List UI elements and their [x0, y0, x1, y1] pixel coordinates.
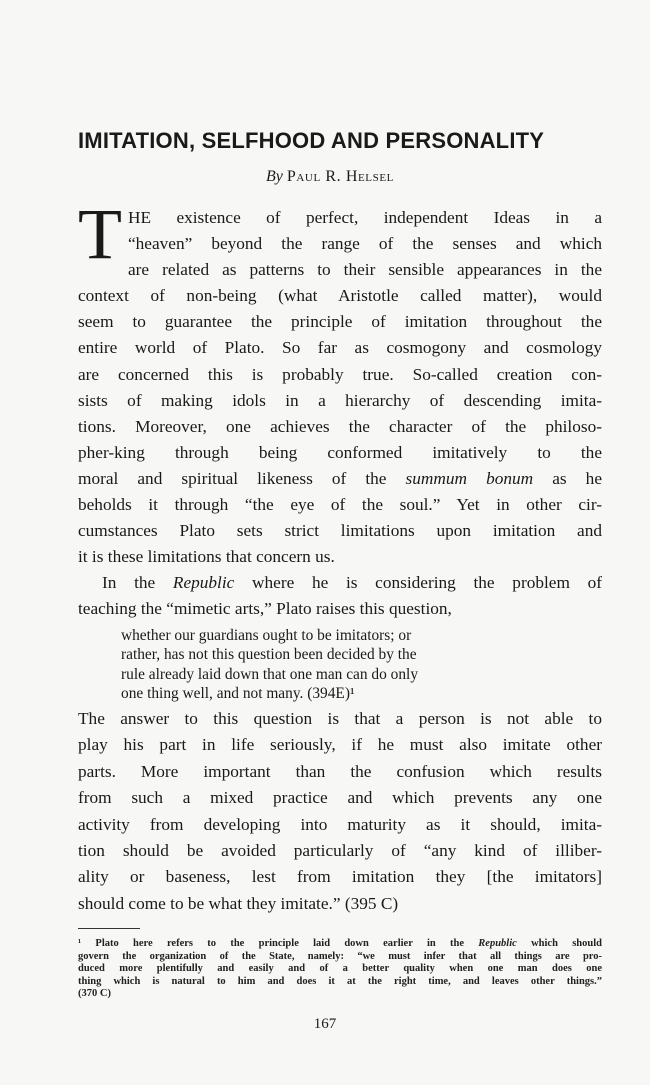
- block-quote: [121, 626, 561, 703]
- text-line: play his part in life seriously, if he must also imitate other: [78, 735, 602, 755]
- body-text: [78, 194, 602, 623]
- text-line: are concerned this is probably true. So-called creation con-: [78, 364, 602, 384]
- byline: [0, 168, 650, 186]
- text-fragment: ¹ Plato here refers to the principle laid down earlier in the: [78, 938, 479, 949]
- footnote-line: thing which is natural to him and does it at the right time, and leaves other things.”: [78, 975, 602, 987]
- footnote-line: govern the organization of the State, namely: “we must infer that all things are pro-: [78, 950, 602, 962]
- page-number: 167: [313, 1016, 337, 1032]
- text-line: teaching the “mimetic arts,” Plato raises this question,: [78, 599, 452, 619]
- text-line: tions. Moreover, one achieves the character of the philoso-: [78, 416, 602, 436]
- text-line: “heaven” beyond the range of the senses and which: [127, 234, 602, 254]
- text-line: pher-king through being conformed imitatively to the: [78, 442, 602, 462]
- text-fragment: In the: [102, 573, 173, 593]
- text-line: tion should be avoided particularly of “any kind of illiber-: [78, 841, 602, 861]
- footnote-line: (370 C): [78, 988, 111, 1000]
- paragraph-2: [78, 570, 602, 622]
- footnote: [78, 938, 602, 1001]
- text-line: seem to guarantee the principle of imitation throughout the: [78, 312, 602, 332]
- text-fragment: which should: [516, 938, 602, 949]
- text-line: context of non-being (what Aristotle called matter), would: [78, 286, 602, 306]
- article-title: IMITATION, SELFHOOD AND PERSONALITY: [78, 128, 545, 153]
- text-line: entire world of Plato. So far as cosmogony and cosmology: [78, 338, 602, 358]
- text-line: beholds it through “the eye of the soul.” Yet in other cir-: [78, 495, 602, 515]
- drop-cap: T: [78, 194, 122, 274]
- latin-phrase: summum bonum: [405, 468, 534, 488]
- quote-line: rule already laid down that one man can do only: [121, 665, 419, 683]
- footnote-line: duced more plentifully and easily and of a better quality when one man does one: [78, 963, 602, 975]
- text-line: it is these limitations that concern us.: [78, 547, 335, 567]
- text-fragment: moral and spiritual likeness of the: [78, 468, 387, 488]
- book-title: Republic: [478, 938, 517, 949]
- text-line: should come to be what they imitate.” (395 C): [78, 893, 399, 913]
- text-line: are related as patterns to their sensible appearances in the: [127, 260, 602, 280]
- quote-line: whether our guardians ought to be imitators; or: [121, 627, 412, 644]
- quote-line: one thing well, and not many. (394E)¹: [121, 684, 355, 702]
- footnote-divider: [78, 928, 140, 929]
- text-line: The answer to this question is that a person is not able to: [78, 709, 602, 728]
- paragraph-3: [78, 706, 602, 917]
- text-line: sists of making idols in a hierarchy of descending imita-: [78, 390, 602, 410]
- text-fragment: as he: [533, 468, 602, 488]
- book-title: Republic: [172, 573, 235, 593]
- text-line: activity from developing into maturity as it should, imita-: [78, 814, 602, 834]
- text-line-with-italic: [78, 466, 602, 492]
- text-fragment: where he is considering the problem of: [234, 573, 602, 593]
- text-line-with-italic: [78, 570, 602, 596]
- quote-line: rather, has not this question been decided by the: [121, 646, 417, 664]
- text-line: HE existence of perfect, independent Ideas in a: [127, 208, 602, 227]
- author-name: Paul R. Helsel: [286, 168, 394, 185]
- footnote-line-with-italic: [78, 938, 602, 951]
- text-line: cumstances Plato sets strict limitations upon imitation and: [78, 521, 602, 541]
- text-line: parts. More important than the confusion which results: [78, 761, 602, 781]
- paragraph-1: [78, 194, 602, 570]
- text-line: ality or baseness, lest from imitation they [the imitators]: [78, 867, 602, 887]
- byline-by: By: [265, 168, 283, 185]
- text-line: from such a mixed practice and which prevents any one: [78, 788, 602, 808]
